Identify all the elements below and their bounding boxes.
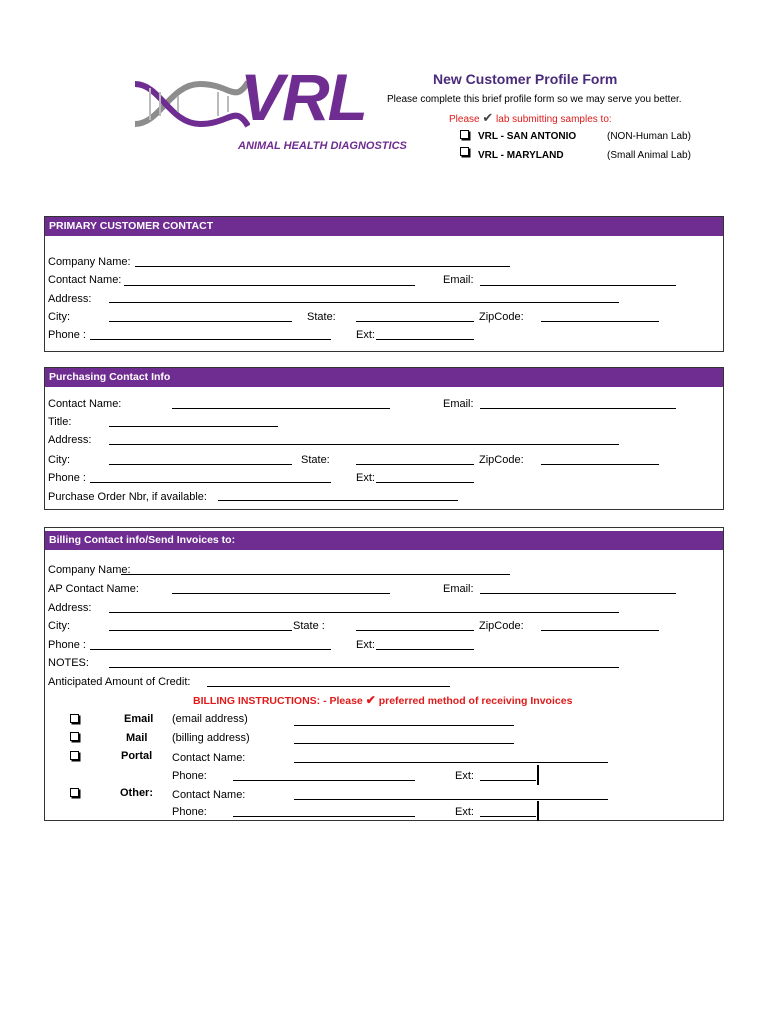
billing-other-contact-label: Contact Name: [172, 789, 246, 801]
form-subtitle: Please complete this brief profile form so we may serve you better. [387, 94, 682, 105]
primary-city-line[interactable] [109, 321, 292, 322]
primary-email-line[interactable] [480, 285, 676, 286]
purchasing-zip-line[interactable] [541, 464, 659, 465]
billing-instructions [193, 694, 572, 708]
purchasing-email-line[interactable] [480, 408, 676, 409]
logo-main-text: VRL [240, 60, 366, 134]
billing-other-contact-line[interactable] [294, 799, 608, 800]
billing-company-label: Company Name: [48, 564, 131, 576]
billing-method-portal-checkbox[interactable] [70, 751, 79, 760]
billing-email-label: Email: [443, 583, 474, 595]
billing-city-line[interactable] [109, 630, 292, 631]
billing-other-phone-line[interactable] [233, 816, 415, 817]
billing-method-other-checkbox[interactable] [70, 788, 79, 797]
billing-contact-section [44, 527, 724, 821]
primary-address-label: Address: [48, 293, 92, 305]
purchasing-phone-line[interactable] [90, 482, 331, 483]
billing-instructions-post: preferred method of receiving Invoices [378, 695, 573, 707]
billing-method-email-hint: (email address) [172, 713, 248, 725]
lab-name-maryland: VRL - MARYLAND [478, 150, 564, 161]
billing-ext-line[interactable] [376, 649, 474, 650]
billing-method-mail-line[interactable] [294, 743, 514, 744]
billing-city-label: City: [48, 620, 70, 632]
billing-method-mail-checkbox[interactable] [70, 732, 79, 741]
billing-state-label: State : [293, 620, 325, 632]
lab-name-san-antonio: VRL - SAN ANTONIO [478, 131, 577, 142]
purchasing-state-line[interactable] [356, 464, 474, 465]
primary-ext-label: Ext: [356, 329, 375, 341]
purchasing-title-line[interactable] [109, 426, 278, 427]
billing-portal-phone-label: Phone: [172, 770, 207, 782]
logo-sub-text: ANIMAL HEALTH DIAGNOSTICS [238, 140, 407, 152]
billing-other-phone-label: Phone: [172, 806, 207, 818]
lab-checkbox-san-antonio[interactable] [460, 130, 469, 139]
billing-portal-ext-line[interactable] [480, 780, 536, 781]
purchasing-address-line[interactable] [109, 444, 619, 445]
purchasing-city-line[interactable] [109, 464, 292, 465]
billing-state-line[interactable] [356, 630, 474, 631]
purchasing-contact-label: Contact Name: [48, 398, 122, 410]
billing-ext-label: Ext: [356, 639, 375, 651]
lab-note-maryland: (Small Animal Lab) [607, 150, 691, 161]
billing-portal-contact-label: Contact Name: [172, 752, 246, 764]
billing-address-line[interactable] [109, 612, 619, 613]
billing-credit-label: Anticipated Amount of Credit: [48, 676, 191, 688]
billing-other-ext-divider [537, 801, 539, 821]
billing-method-mail-label: Mail [126, 732, 148, 744]
billing-email-line[interactable] [480, 593, 676, 594]
billing-zip-label: ZipCode: [479, 620, 524, 632]
primary-section-header: PRIMARY CUSTOMER CONTACT [45, 217, 723, 236]
primary-state-label: State: [307, 311, 336, 323]
primary-address-line[interactable] [109, 302, 619, 303]
billing-portal-ext-divider [537, 765, 539, 785]
lab-note-san-antonio: (NON-Human Lab) [607, 131, 691, 142]
billing-company-line[interactable] [121, 574, 510, 575]
purchasing-ext-line[interactable] [376, 482, 474, 483]
primary-phone-line[interactable] [90, 339, 331, 340]
billing-other-ext-label: Ext: [455, 806, 474, 818]
billing-method-mail-hint: (billing address) [172, 732, 250, 744]
primary-contact-line[interactable] [124, 285, 415, 286]
purchasing-zip-label: ZipCode: [479, 454, 524, 466]
billing-instructions-pre: BILLING INSTRUCTIONS: - Please [193, 695, 363, 707]
dna-helix-icon [130, 74, 250, 134]
primary-ext-line[interactable] [376, 339, 474, 340]
vrl-logo [130, 60, 407, 160]
primary-email-label: Email: [443, 274, 474, 286]
primary-contact-label: Contact Name: [48, 274, 122, 286]
primary-zip-line[interactable] [541, 321, 659, 322]
billing-notes-label: NOTES: [48, 657, 89, 669]
purchasing-ext-label: Ext: [356, 472, 375, 484]
primary-company-line[interactable] [135, 266, 510, 267]
billing-address-label: Address: [48, 602, 92, 614]
primary-phone-label: Phone : [48, 329, 86, 341]
primary-zip-label: ZipCode: [479, 311, 524, 323]
check-icon: ✔ [482, 110, 494, 125]
purchasing-po-label: Purchase Order Nbr, if available: [48, 491, 207, 503]
purchasing-contact-line[interactable] [172, 408, 390, 409]
billing-zip-line[interactable] [541, 630, 659, 631]
purchasing-state-label: State: [301, 454, 330, 466]
billing-method-email-label: Email [124, 713, 154, 725]
purchasing-po-line[interactable] [218, 500, 458, 501]
check-icon: ✔ [365, 693, 376, 707]
billing-credit-line[interactable] [207, 686, 450, 687]
purchasing-email-label: Email: [443, 398, 474, 410]
purchasing-section-header: Purchasing Contact Info [45, 368, 723, 387]
billing-phone-label: Phone : [48, 639, 86, 651]
billing-phone-line[interactable] [90, 649, 331, 650]
billing-method-other-label: Other: [120, 787, 153, 799]
billing-method-email-checkbox[interactable] [70, 714, 79, 723]
purchasing-title-label: Title: [48, 416, 72, 428]
primary-state-line[interactable] [356, 321, 474, 322]
purchasing-contact-section [44, 367, 724, 510]
billing-ap-contact-label: AP Contact Name: [48, 583, 139, 595]
lab-instruction-pre: Please [449, 114, 480, 125]
purchasing-city-label: City: [48, 454, 70, 466]
lab-checkbox-maryland[interactable] [460, 147, 469, 156]
lab-instruction [449, 111, 612, 126]
primary-city-label: City: [48, 311, 70, 323]
purchasing-phone-label: Phone : [48, 472, 86, 484]
billing-ap-contact-line[interactable] [172, 593, 390, 594]
primary-company-label: Company Name: [48, 256, 131, 268]
billing-notes-line[interactable] [109, 667, 619, 668]
billing-portal-ext-label: Ext: [455, 770, 474, 782]
billing-other-ext-line[interactable] [480, 816, 536, 817]
form-title: New Customer Profile Form [433, 71, 618, 87]
billing-method-email-line[interactable] [294, 725, 514, 726]
billing-portal-phone-line[interactable] [233, 780, 415, 781]
purchasing-address-label: Address: [48, 434, 92, 446]
billing-section-header: Billing Contact info/Send Invoices to: [45, 531, 723, 550]
billing-portal-contact-line[interactable] [294, 762, 608, 763]
primary-contact-section [44, 216, 724, 352]
billing-method-portal-label: Portal [121, 750, 153, 762]
lab-instruction-post: lab submitting samples to: [496, 114, 612, 125]
